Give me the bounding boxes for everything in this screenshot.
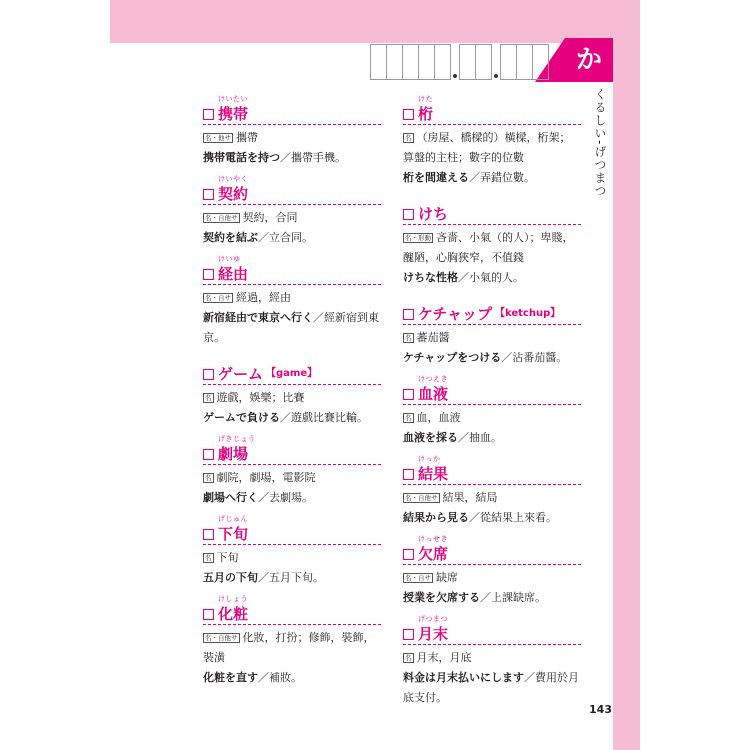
part-of-speech-badge: 名・他サ: [205, 134, 231, 142]
example-japanese: ゲームで負ける: [203, 411, 280, 424]
top-color-band: [110, 0, 640, 43]
entry-definition: [203, 288, 381, 308]
entry-title-row: [403, 615, 581, 645]
example-japanese: 新宿経由で東京へ行く: [203, 311, 313, 324]
entry-example: 五月の下旬／五月下旬。: [203, 571, 324, 584]
entry-title-row: [203, 435, 381, 465]
entry-title-row: [403, 95, 581, 125]
example-japanese: 料金は月末払いにします: [403, 671, 524, 684]
entry-word: 下旬: [218, 525, 249, 543]
entry-word: 欠席: [418, 545, 449, 563]
part-of-speech-badge: 名: [205, 394, 212, 402]
example-translation: 沾番茄醬。: [512, 351, 568, 364]
example-japanese: 桁を間違える: [403, 171, 469, 184]
entry-title-row: [203, 595, 381, 625]
example-translation: 上課缺席。: [491, 591, 546, 604]
entry-example: 携帯電話を持つ／攜帶手機。: [203, 151, 346, 164]
entry-example: ケチャップをつける／沾番茄醬。: [403, 351, 568, 364]
entry-example: 化粧を直す／補妝。: [203, 671, 302, 684]
definition-text: 遊戲，娛樂；比賽: [216, 391, 305, 404]
entry-title-row: [203, 175, 381, 205]
entry-example: 血液を採る／抽血。: [403, 431, 502, 444]
entry-title-row: [403, 375, 581, 405]
entry-ruby: けいゆ: [218, 255, 241, 263]
checkbox-icon[interactable]: [203, 269, 214, 280]
entry-example: 劇場へ行く／去劇場。: [203, 491, 313, 504]
entry-ruby: けいたい: [218, 95, 248, 103]
entry-word: 劇場: [218, 445, 249, 463]
definition-text: （房屋、橋樑的）橫樑，桁架；算盤的主柱；數字的位數: [403, 131, 571, 164]
example-japanese: 劇場へ行く: [203, 491, 258, 504]
vocab-entry: [403, 535, 581, 608]
vocab-entry: [403, 95, 581, 188]
example-japanese: 授業を欠席する: [403, 591, 480, 604]
entry-example: 桁を間違える／弄錯位數。: [403, 171, 535, 184]
example-translation: 費用於月底支付。: [403, 671, 579, 704]
entry-word: 経由: [218, 265, 249, 283]
vocab-entry: [403, 455, 581, 528]
example-japanese: 血液を採る: [403, 431, 458, 444]
entry-example: ゲームで負ける／遊戲比賽比輸。: [203, 411, 368, 424]
entry-definition: [403, 568, 581, 588]
entry-title-row: [403, 535, 581, 565]
definition-text: 蕃茄醬: [416, 331, 450, 344]
part-of-speech-badge: 名: [405, 654, 412, 662]
vocab-entry: [403, 615, 581, 708]
vocab-entry: [203, 255, 381, 348]
entry-ruby: けいやく: [218, 175, 248, 183]
entry-ruby: けつえき: [418, 375, 448, 383]
entry-word: 携帯: [218, 105, 249, 123]
entry-example: 結果から見る／從結果上來看。: [403, 511, 557, 524]
practice-boxes: [370, 44, 549, 80]
part-of-speech-badge: 名: [405, 134, 412, 142]
entry-word: ゲーム: [218, 365, 264, 383]
definition-text: 經過，經由: [236, 291, 291, 304]
page-number: 143: [589, 703, 612, 716]
part-of-speech-badge: 名: [205, 474, 212, 482]
part-of-speech-badge: 名・自他サ: [405, 494, 438, 502]
entry-example: けちな性格／小氣的人。: [403, 271, 524, 284]
checkbox-icon[interactable]: [203, 529, 214, 540]
checkbox-icon[interactable]: [403, 469, 414, 480]
part-of-speech-badge: 名・形動: [405, 234, 431, 242]
checkbox-icon[interactable]: [203, 449, 214, 460]
entry-example: 契約を結ぶ／立合同。: [203, 231, 313, 244]
example-translation: 五月下旬。: [269, 571, 324, 584]
example-translation: 從結果上來看。: [480, 511, 557, 524]
example-japanese: けちな性格: [403, 271, 458, 284]
right-column: [403, 95, 581, 718]
checkbox-icon[interactable]: [403, 389, 414, 400]
definition-text: 血，血液: [416, 411, 461, 424]
example-translation: 攜帶手機。: [291, 151, 346, 164]
definition-text: 月末，月底: [416, 651, 472, 664]
part-of-speech-badge: 名・自他サ: [205, 214, 238, 222]
example-translation: 弄錯位數。: [480, 171, 535, 184]
entry-definition: [403, 328, 581, 348]
entry-definition: [403, 488, 581, 508]
example-translation: 補妝。: [269, 671, 302, 684]
entry-word: 契約: [218, 185, 249, 203]
entry-title-row: [403, 198, 581, 225]
part-of-speech-badge: 名: [405, 334, 412, 342]
entry-word: ケチャップ: [418, 305, 492, 323]
checkbox-icon[interactable]: [403, 309, 414, 320]
entry-definition: [203, 128, 381, 148]
entry-title-row: [203, 95, 381, 125]
checkbox-icon[interactable]: [403, 629, 414, 640]
entry-word: けち: [418, 205, 449, 223]
example-translation: 遊戲比賽比輸。: [291, 411, 368, 424]
example-japanese: 化粧を直す: [203, 671, 258, 684]
definition-text: 結果，結局: [442, 491, 498, 504]
vocab-entry: [403, 198, 581, 288]
entry-definition: [403, 648, 581, 668]
index-tab-character: か: [575, 45, 602, 75]
part-of-speech-badge: 名: [205, 554, 212, 562]
entry-ruby: げつまつ: [418, 615, 448, 623]
entry-english: 【ketchup】: [494, 308, 561, 319]
entry-title-row: [203, 358, 381, 385]
entry-word: 化粧: [218, 605, 249, 623]
example-japanese: 五月の下旬: [203, 571, 258, 584]
checkbox-icon[interactable]: [203, 189, 214, 200]
checkbox-icon[interactable]: [403, 209, 414, 220]
entry-example: 新宿経由で東京へ行く／經新宿到東京。: [203, 311, 379, 344]
entry-title-row: [403, 298, 581, 325]
entry-ruby: けっせき: [418, 535, 448, 543]
entry-title-row: [203, 255, 381, 285]
vocab-entry: [203, 435, 381, 508]
entry-definition: [203, 548, 381, 568]
entry-word: 桁: [418, 105, 434, 123]
part-of-speech-badge: 名・自サ: [205, 294, 231, 302]
definition-text: 契約，合同: [242, 211, 298, 224]
example-japanese: ケチャップをつける: [403, 351, 502, 364]
entry-ruby: けしょう: [218, 595, 248, 603]
vocab-entry: [403, 375, 581, 448]
entry-definition: [203, 208, 381, 228]
running-head: くるしい-げつまつ: [593, 88, 607, 198]
part-of-speech-badge: 名: [405, 414, 412, 422]
definition-text: 攜帶: [236, 131, 258, 144]
definition-text: 缺席: [436, 571, 458, 584]
entry-definition: [203, 468, 381, 488]
example-japanese: 携帯電話を持つ: [203, 151, 280, 164]
part-of-speech-badge: 名・自サ: [405, 574, 431, 582]
checkbox-icon[interactable]: [403, 109, 414, 120]
example-translation: 抽血。: [469, 431, 502, 444]
entry-word: 結果: [418, 465, 449, 483]
entry-word: 月末: [418, 625, 449, 643]
vocab-entry: [203, 595, 381, 688]
entry-ruby: げじゅん: [218, 515, 248, 523]
part-of-speech-badge: 名・自他サ: [205, 634, 238, 642]
entry-example: 授業を欠席する／上課缺席。: [403, 591, 546, 604]
definition-text: 吝嗇、小氣（的人）；卑賤，醜陋，心胸狹窄，不值錢: [403, 231, 574, 264]
example-translation: 去劇場。: [269, 491, 313, 504]
entry-title-row: [203, 515, 381, 545]
checkbox-icon[interactable]: [203, 369, 214, 380]
entry-ruby: けっか: [418, 455, 441, 463]
vocab-entry: [203, 358, 381, 428]
example-translation: 經新宿到東京。: [203, 311, 379, 344]
example-japanese: 結果から見る: [403, 511, 469, 524]
left-column: [203, 95, 381, 698]
vocab-entry: [203, 175, 381, 248]
definition-text: 下旬: [216, 551, 239, 564]
entry-english: 【game】: [266, 368, 318, 379]
entry-definition: [203, 628, 381, 668]
entry-definition: [403, 228, 581, 268]
side-color-band: [613, 0, 640, 750]
entry-word: 血液: [418, 385, 449, 403]
entry-example: 料金は月末払いにします／費用於月底支付。: [403, 671, 579, 704]
vocab-entry: [203, 95, 381, 168]
entry-definition: [403, 408, 581, 428]
checkbox-icon[interactable]: [203, 109, 214, 120]
example-translation: 立合同。: [269, 231, 313, 244]
definition-text: 劇院，劇場，電影院: [216, 471, 316, 484]
checkbox-icon[interactable]: [203, 609, 214, 620]
entry-definition: [403, 128, 581, 168]
example-translation: 小氣的人。: [469, 271, 524, 284]
entry-ruby: げきじょう: [218, 435, 256, 443]
entry-title-row: [403, 455, 581, 485]
vocab-entry: [403, 298, 581, 368]
example-japanese: 契約を結ぶ: [203, 231, 258, 244]
vocab-entry: [203, 515, 381, 588]
checkbox-icon[interactable]: [403, 549, 414, 560]
entry-definition: [203, 388, 381, 408]
definition-text: 化妝，打扮；修飾，裝飾，裝潢: [203, 631, 375, 664]
entry-ruby: けた: [418, 95, 433, 103]
